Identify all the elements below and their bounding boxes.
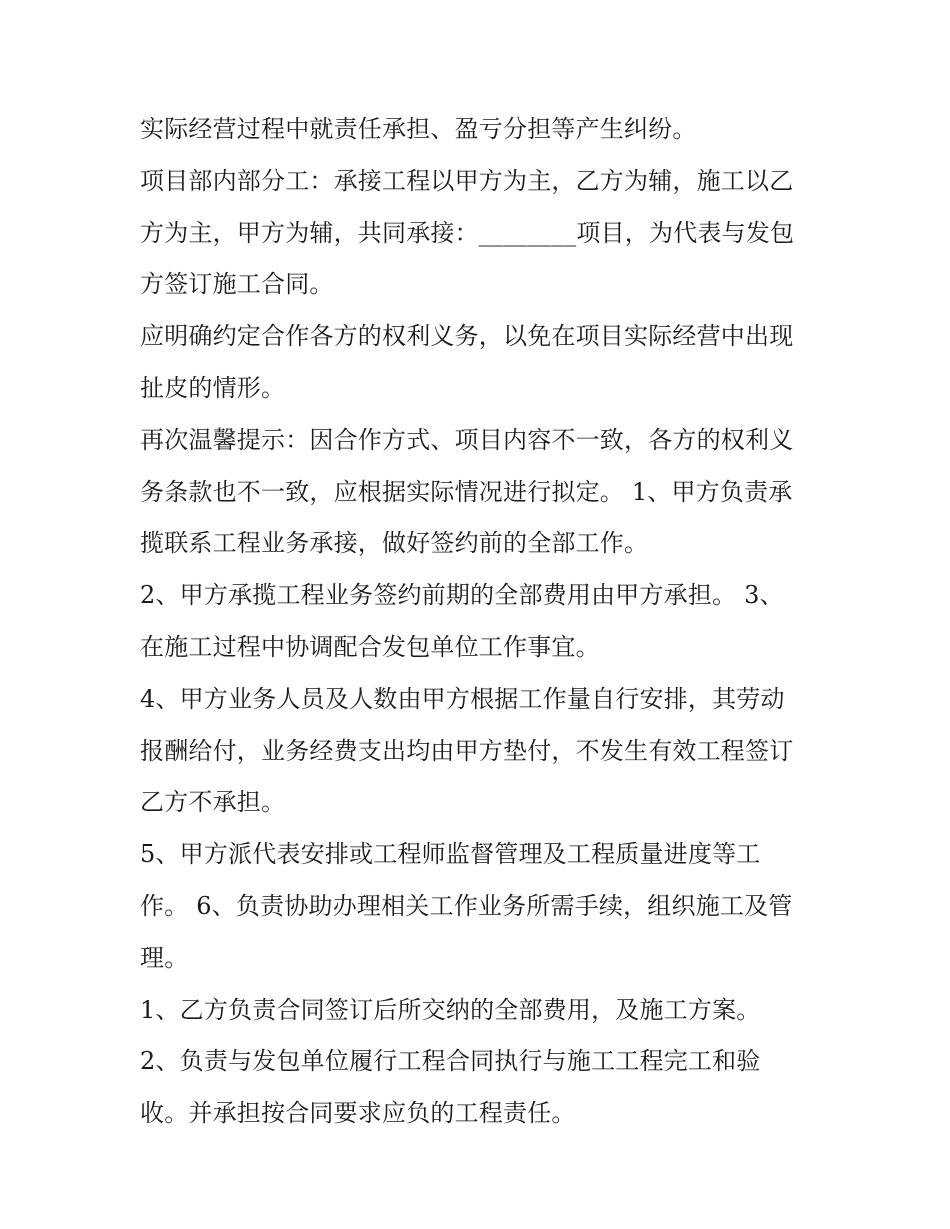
text-line: 报酬给付，业务经费支出均由甲方垫付，不发生有效工程签订 bbox=[140, 736, 794, 765]
text-line: 乙方不承担。 bbox=[140, 788, 286, 817]
text-line: 收。并承担按合同要求应负的工程责任。 bbox=[140, 1099, 576, 1128]
text-line: 1、乙方负责合同签订后所交纳的全部费用，及施工方案。 bbox=[140, 995, 761, 1024]
text-line: 方签订施工合同。 bbox=[140, 270, 334, 299]
text-line: 务条款也不一致，应根据实际情况进行拟定。 1、甲方负责承 bbox=[140, 477, 793, 506]
text-line: 2、负责与发包单位履行工程合同执行与施工工程完工和验 bbox=[140, 1047, 761, 1076]
text-line: 2、甲方承揽工程业务签约前期的全部费用由甲方承担。 3、 bbox=[140, 581, 784, 610]
text-line: 在施工过程中协调配合发包单位工作事宜。 bbox=[140, 632, 600, 661]
text-line: 应明确约定合作各方的权利义务，以免在项目实际经营中出现 bbox=[140, 322, 794, 351]
text-line: 实际经营过程中就责任承担、盈亏分担等产生纠纷。 bbox=[140, 115, 697, 143]
text-line: 4、甲方业务人员及人数由甲方根据工作量自行安排，其劳动 bbox=[140, 684, 785, 713]
text-line: 揽联系工程业务承接，做好签约前的全部工作。 bbox=[140, 529, 649, 558]
text-line: 方为主，甲方为辅，共同承接：________项目，为代表与发包 bbox=[140, 218, 795, 247]
text-line: 作。 6、负责协助办理相关工作业务所需手续，组织施工及管 bbox=[140, 891, 793, 920]
document-body bbox=[140, 104, 816, 1140]
text-line: 项目部内部分工：承接工程以甲方为主，乙方为辅，施工以乙 bbox=[140, 166, 794, 195]
text-line: 5、甲方派代表安排或工程师监督管理及工程质量进度等工 bbox=[140, 840, 761, 869]
text-line: 再次温馨提示：因合作方式、项目内容不一致，各方的权利义 bbox=[140, 425, 794, 454]
text-line: 理。 bbox=[140, 943, 189, 972]
text-line: 扯皮的情形。 bbox=[140, 373, 286, 402]
